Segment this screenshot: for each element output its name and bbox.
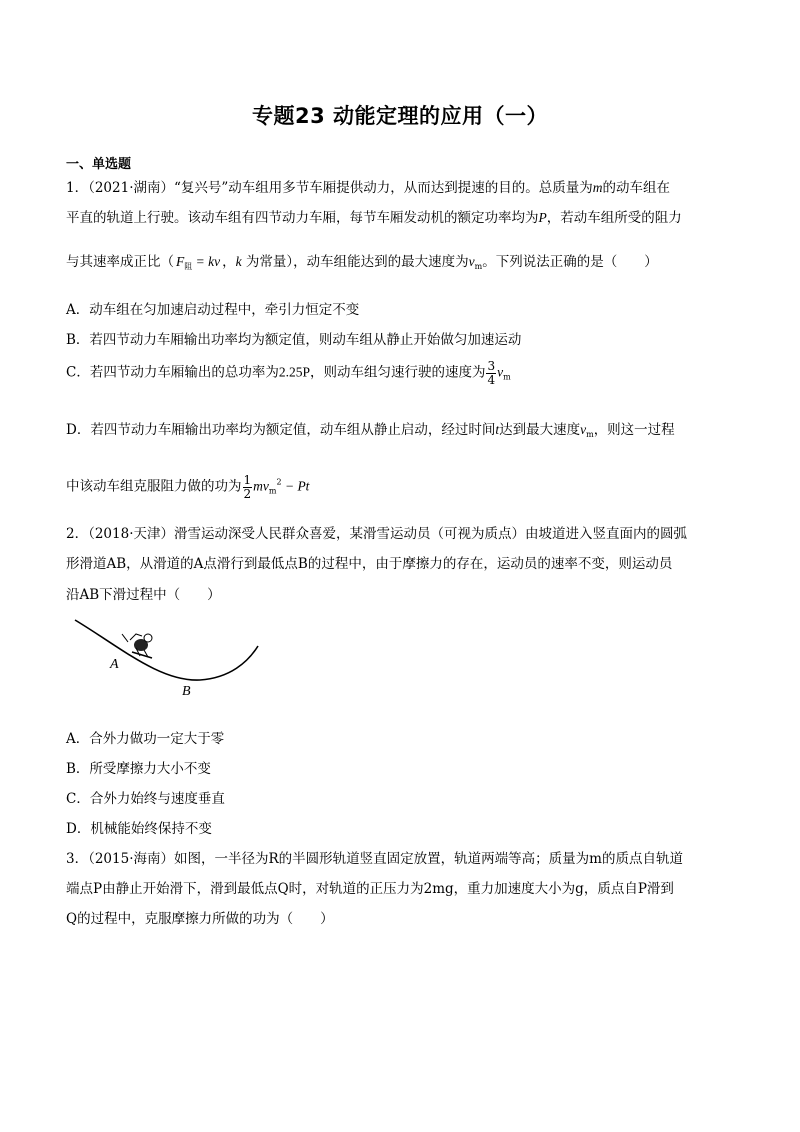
arc-track	[75, 620, 258, 680]
slope-diagram	[70, 612, 270, 702]
fraction-one-half: $\frac{1}{2}$	[243, 473, 252, 501]
q2-option-b: B．所受摩擦力大小不变	[66, 761, 211, 777]
q2-line3: 沿AB下滑过程中（ ）	[66, 587, 221, 603]
q2-option-a: A．合外力做功一定大于零	[66, 731, 225, 747]
q1-option-d: D．若四节动力车厢输出功率均为额定值，动车组从静止启动，经过时间t达到最大速度$v_m$，则这一过程	[66, 422, 675, 439]
q1-option-d-cont: 中该动车组克服阻力做的功为 $\frac{1}{2}$ $mv_m^2 - Pt$	[66, 473, 310, 501]
q1-option-b: B．若四节动力车厢输出功率均为额定值，则动车组从静止开始做匀加速运动	[66, 332, 522, 348]
q1-line3: 与其速率成正比（ $F_阻$ = kv ，k 为常量），动车组能达到的最大速度为$v_m$。下列说法正确的是（ ）	[66, 254, 658, 271]
page-title: 专题23 动能定理的应用（一）	[251, 104, 549, 128]
q1-option-c: C．若四节动力车厢输出的总功率为2.25P，则动车组匀速行驶的速度为 $\frac{3}{4}$ $v_m$	[66, 359, 511, 387]
resistance-formula: $F_阻$ = kv	[176, 254, 221, 271]
q2-line2: 形滑道AB，从滑道的A点滑行到最低点B的过程中，由于摩擦力的存在，运动员的速率不变，则运动员	[66, 556, 673, 572]
q1-line2: 平直的轨道上行驶。该动车组有四节动力车厢，每节车厢发动机的额定功率均为P，若动车组所受的阻力	[66, 210, 682, 226]
q1-line1: 1．（2021·湖南）“复兴号”动车组用多节车厢提供动力，从而达到提速的目的。总质量为m的动车组在	[66, 180, 671, 196]
section-heading: 一、单选题	[66, 157, 132, 172]
label-a: A	[110, 657, 119, 672]
q1-option-a: A．动车组在匀加速启动过程中，牵引力恒定不变	[66, 302, 360, 318]
q2-option-c: C．合外力始终与速度垂直	[66, 791, 225, 807]
label-b: B	[182, 684, 191, 699]
q2-line1: 2．（2018·天津）滑雪运动深受人民群众喜爱，某滑雪运动员（可视为质点）由坡道进入竖直面内的圆弧	[66, 526, 687, 542]
q3-line2: 端点P由静止开始滑下，滑到最低点Q时，对轨道的正压力为2mg，重力加速度大小为g，质点自P滑到	[66, 881, 674, 897]
q2-option-d: D．机械能始终保持不变	[66, 821, 212, 837]
skier-icon	[122, 634, 152, 658]
q3-line1: 3．（2015·海南）如图，一半径为R的半圆形轨道竖直固定放置，轨道两端等高；质量为m的质点自轨道	[66, 851, 683, 867]
fraction-three-quarters: $\frac{3}{4}$	[487, 359, 496, 387]
q3-line3: Q的过程中，克服摩擦力所做的功为（ ）	[66, 911, 334, 927]
